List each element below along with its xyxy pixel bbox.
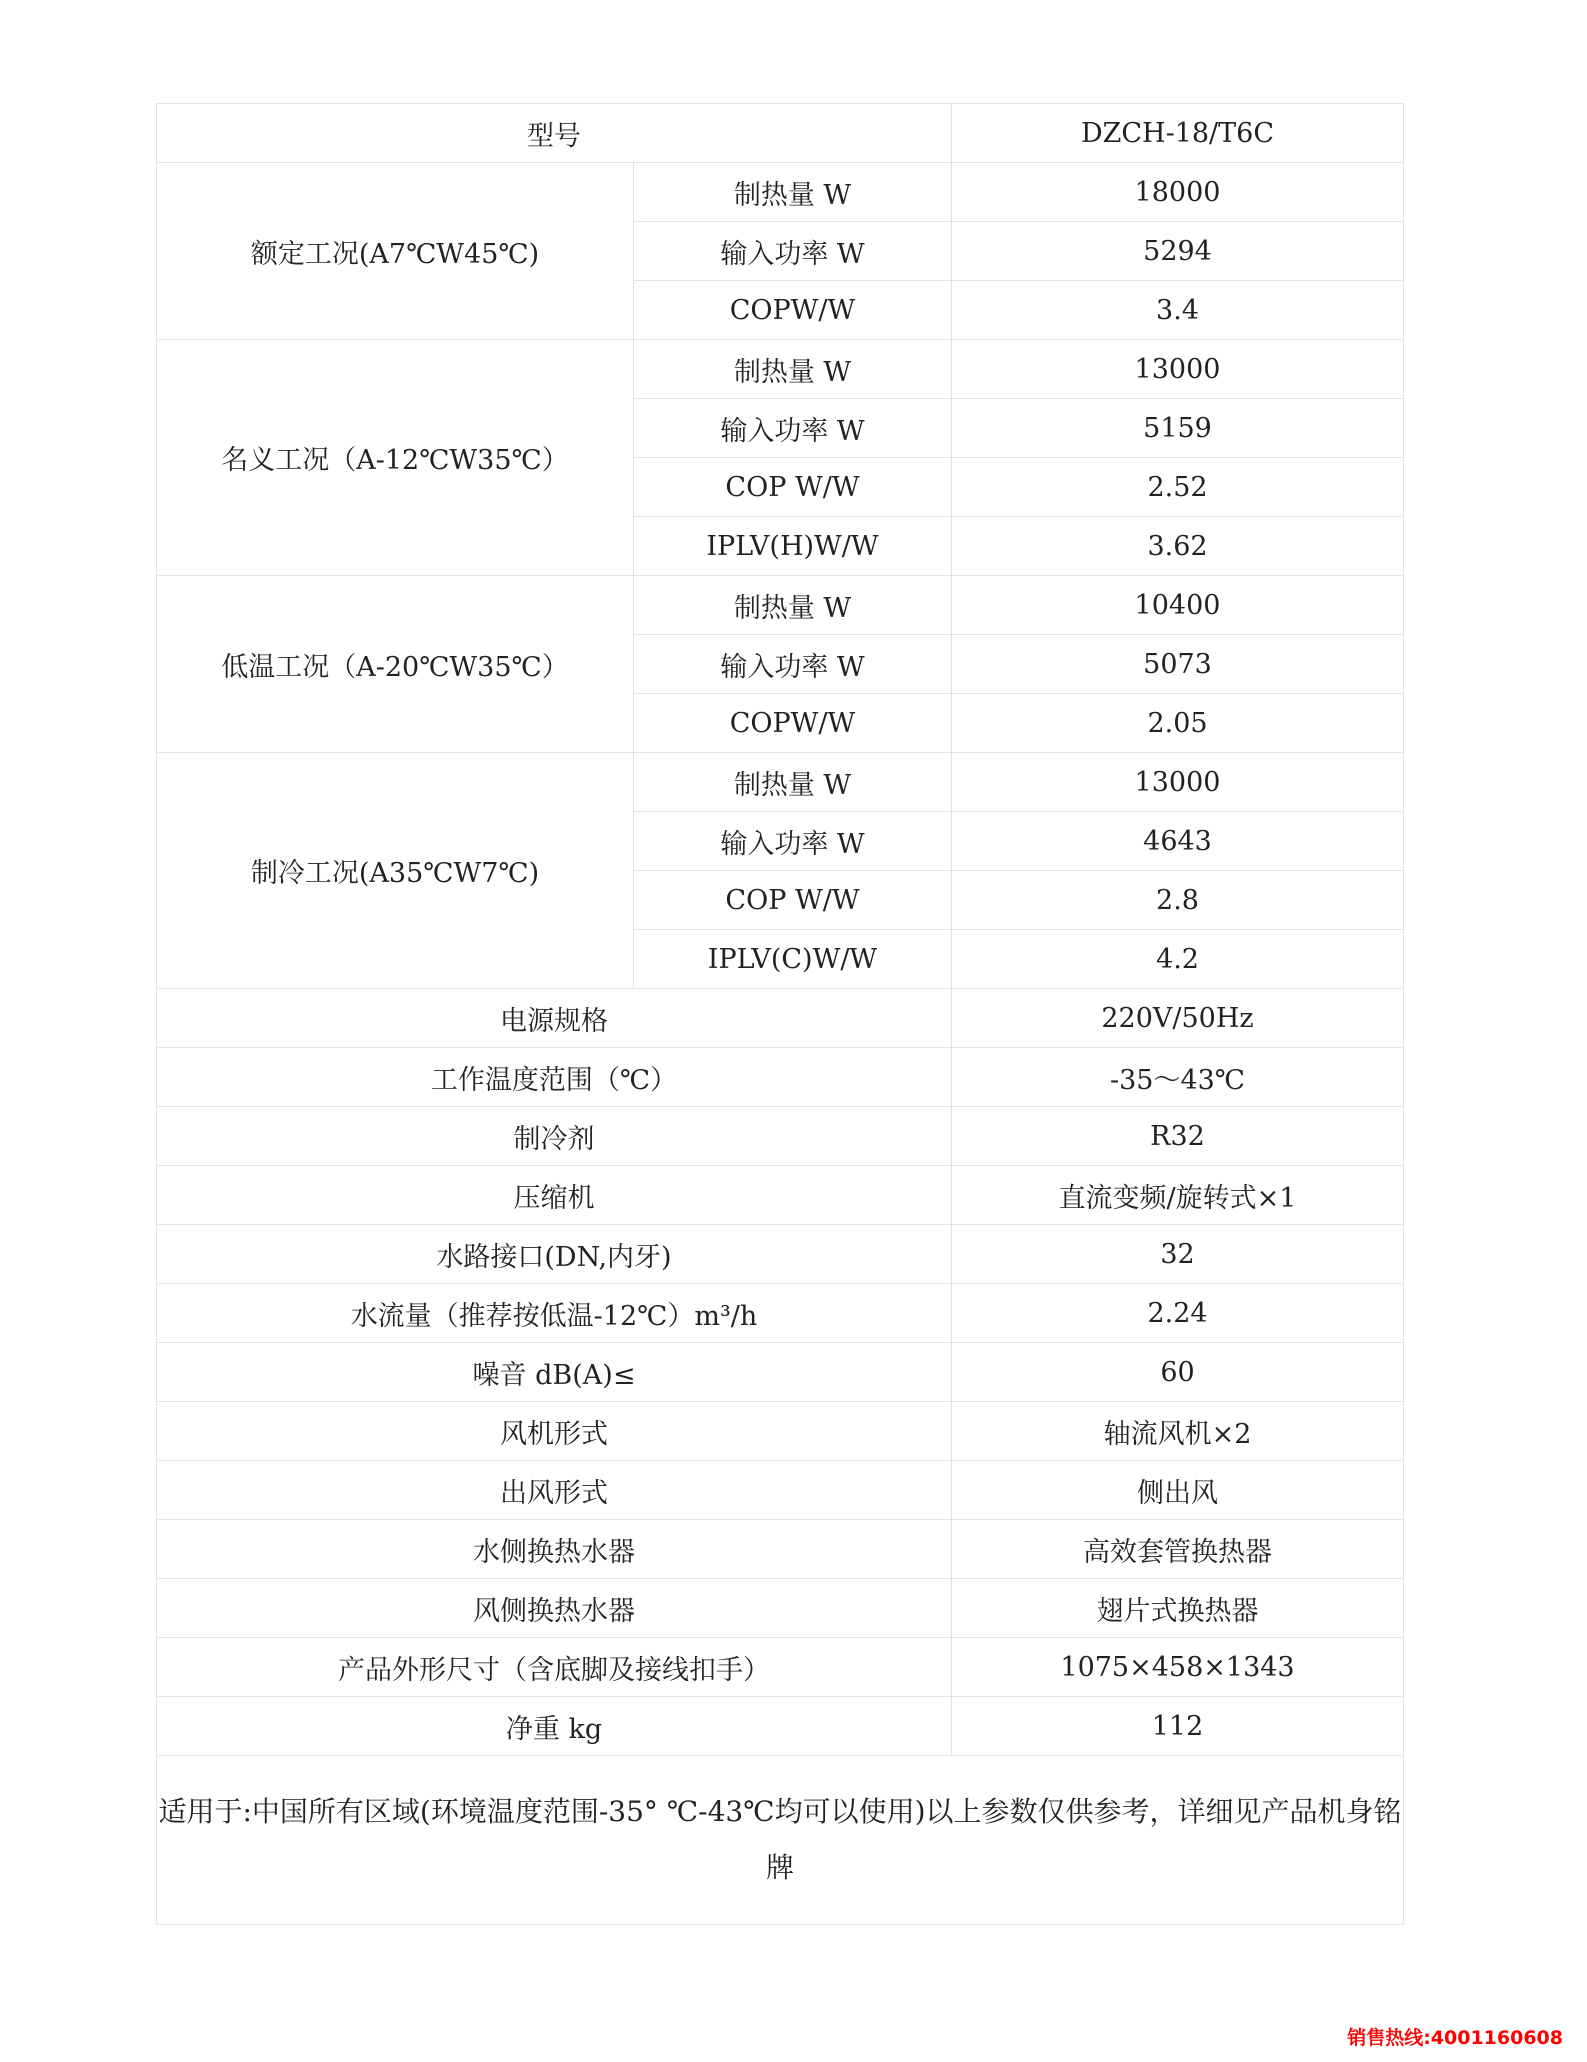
spec-value-cell: 32 xyxy=(952,1225,1404,1284)
value-cell: 3.62 xyxy=(952,517,1404,576)
table-row xyxy=(157,1756,1404,1925)
table-row xyxy=(157,1461,1404,1520)
spec-label-cell: 水路接口(DN,内牙) xyxy=(157,1225,952,1284)
table-row xyxy=(157,1520,1404,1579)
value-cell: 2.52 xyxy=(952,458,1404,517)
spec-value-cell: 翅片式换热器 xyxy=(952,1579,1404,1638)
spec-value-cell: 直流变频/旋转式×1 xyxy=(952,1166,1404,1225)
value-cell: 18000 xyxy=(952,163,1404,222)
sales-hotline xyxy=(1347,2023,1563,2050)
hotline-label: 销售热线: xyxy=(1347,2027,1431,2049)
param-cell: 制热量 W xyxy=(634,753,952,812)
spec-label-cell: 工作温度范围（℃） xyxy=(157,1048,952,1107)
value-cell: 4.2 xyxy=(952,930,1404,989)
model-value: DZCH-18/T6C xyxy=(952,104,1404,163)
spec-value-cell: 2.24 xyxy=(952,1284,1404,1343)
spec-value-cell: 112 xyxy=(952,1697,1404,1756)
spec-label-cell: 电源规格 xyxy=(157,989,952,1048)
param-cell: 制热量 W xyxy=(634,576,952,635)
spec-label-cell: 风侧换热水器 xyxy=(157,1579,952,1638)
table-row xyxy=(157,1107,1404,1166)
table-row xyxy=(157,989,1404,1048)
value-cell: 10400 xyxy=(952,576,1404,635)
table-row xyxy=(157,1697,1404,1756)
value-cell: 5294 xyxy=(952,222,1404,281)
value-cell: 2.05 xyxy=(952,694,1404,753)
table-row xyxy=(157,1048,1404,1107)
table-row xyxy=(157,576,1404,635)
value-cell: 13000 xyxy=(952,340,1404,399)
table-row xyxy=(157,104,1404,163)
table-row xyxy=(157,1638,1404,1697)
param-cell: 输入功率 W xyxy=(634,635,952,694)
table-row xyxy=(157,1166,1404,1225)
spec-label-cell: 风机形式 xyxy=(157,1402,952,1461)
spec-label-cell: 压缩机 xyxy=(157,1166,952,1225)
spec-value-cell: 高效套管换热器 xyxy=(952,1520,1404,1579)
param-cell: 输入功率 W xyxy=(634,399,952,458)
condition-cell: 名义工况（A-12℃W35℃） xyxy=(157,340,634,576)
table-row xyxy=(157,1284,1404,1343)
table-row xyxy=(157,1579,1404,1638)
model-label: 型号 xyxy=(157,104,952,163)
param-cell: 输入功率 W xyxy=(634,812,952,871)
condition-cell: 制冷工况(A35℃W7℃) xyxy=(157,753,634,989)
param-cell: COPW/W xyxy=(634,281,952,340)
param-cell: COP W/W xyxy=(634,871,952,930)
applicability-note: 适用于:中国所有区域(环境温度范围-35° ℃-43℃均可以使用)以上参数仅供参考，详细见产品机身铭牌 xyxy=(157,1756,1404,1925)
spec-label-cell: 产品外形尺寸（含底脚及接线扣手） xyxy=(157,1638,952,1697)
param-cell: 输入功率 W xyxy=(634,222,952,281)
value-cell: 5159 xyxy=(952,399,1404,458)
condition-cell: 额定工况(A7℃W45℃) xyxy=(157,163,634,340)
condition-cell: 低温工况（A-20℃W35℃） xyxy=(157,576,634,753)
spec-value-cell: R32 xyxy=(952,1107,1404,1166)
spec-table-body xyxy=(157,104,1404,1925)
param-cell: IPLV(C)W/W xyxy=(634,930,952,989)
spec-label-cell: 净重 kg xyxy=(157,1697,952,1756)
value-cell: 13000 xyxy=(952,753,1404,812)
param-cell: 制热量 W xyxy=(634,163,952,222)
spec-label-cell: 制冷剂 xyxy=(157,1107,952,1166)
param-cell: COPW/W xyxy=(634,694,952,753)
spec-label-cell: 水流量（推荐按低温-12℃）m³/h xyxy=(157,1284,952,1343)
table-row xyxy=(157,753,1404,812)
hotline-number: 4001160608 xyxy=(1430,2027,1563,2049)
table-row xyxy=(157,340,1404,399)
spec-label-cell: 噪音 dB(A)≤ xyxy=(157,1343,952,1402)
param-cell: 制热量 W xyxy=(634,340,952,399)
spec-value-cell: 60 xyxy=(952,1343,1404,1402)
param-cell: IPLV(H)W/W xyxy=(634,517,952,576)
spec-value-cell: 侧出风 xyxy=(952,1461,1404,1520)
spec-label-cell: 出风形式 xyxy=(157,1461,952,1520)
spec-value-cell: 1075×458×1343 xyxy=(952,1638,1404,1697)
spec-table xyxy=(156,103,1404,1925)
table-row xyxy=(157,1402,1404,1461)
table-row xyxy=(157,1343,1404,1402)
table-row xyxy=(157,1225,1404,1284)
spec-label-cell: 水侧换热水器 xyxy=(157,1520,952,1579)
param-cell: COP W/W xyxy=(634,458,952,517)
spec-value-cell: 220V/50Hz xyxy=(952,989,1404,1048)
spec-value-cell: -35～43℃ xyxy=(952,1048,1404,1107)
value-cell: 4643 xyxy=(952,812,1404,871)
spec-value-cell: 轴流风机×2 xyxy=(952,1402,1404,1461)
value-cell: 2.8 xyxy=(952,871,1404,930)
value-cell: 5073 xyxy=(952,635,1404,694)
table-row xyxy=(157,163,1404,222)
value-cell: 3.4 xyxy=(952,281,1404,340)
